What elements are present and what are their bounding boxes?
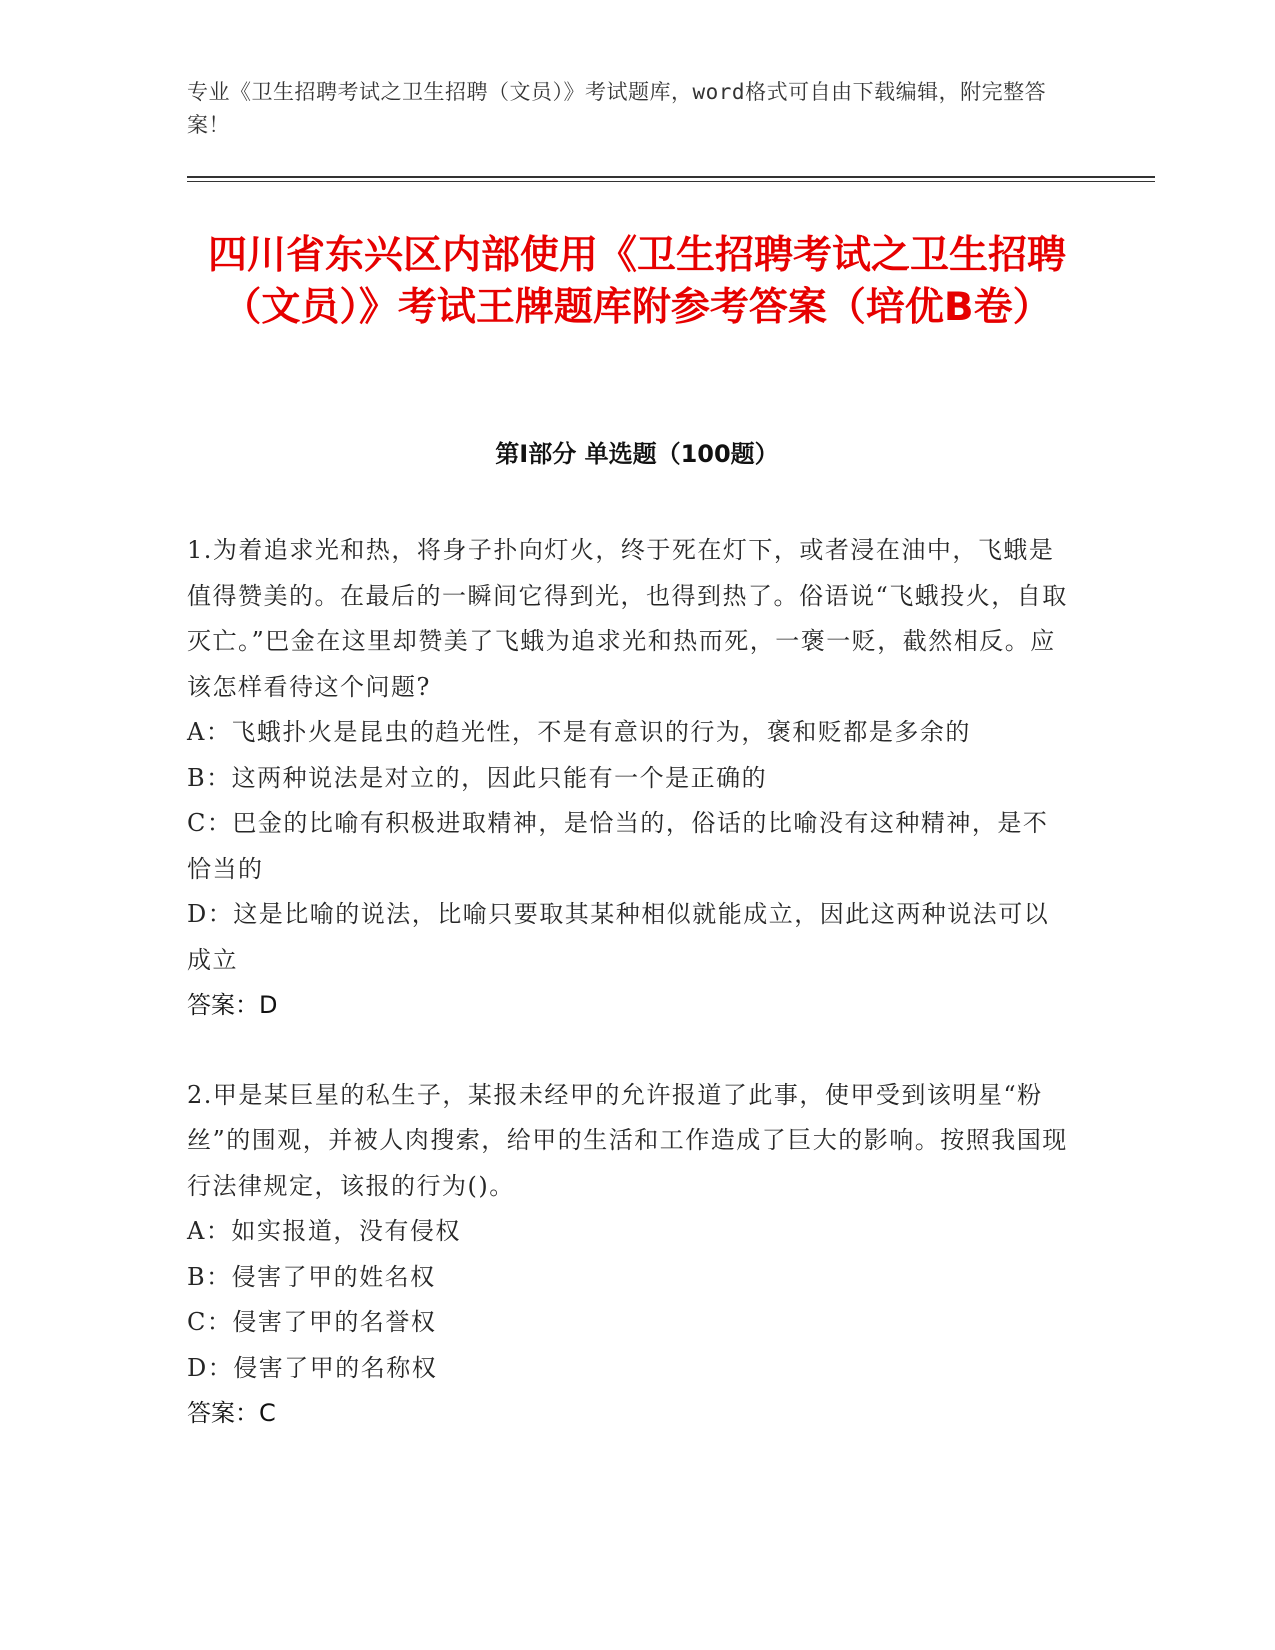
header-divider-thin xyxy=(187,181,1155,182)
answer-line: 答案：C xyxy=(187,1399,276,1427)
option-b: B：侵害了甲的姓名权 xyxy=(187,1262,436,1291)
document-title: 四川省东兴区内部使用《卫生招聘考试之卫生招聘（文员）》考试王牌题库附参考答案（培优B卷） xyxy=(207,233,1066,330)
question-stem: 1.为着追求光和热，将身子扑向灯火，终于死在灯下，或者浸在油中，飞蛾是值得赞美的。在最后的一瞬间它得到光，也得到热了。俗语说“飞蛾投火，自取灭亡。”巴金在这里却赞美了飞蛾为追求光和热而死，一褒一贬，截然相反。应该怎样看待这个问题? xyxy=(187,536,1068,701)
question-item xyxy=(187,1073,1072,1437)
question-item xyxy=(187,528,1072,1029)
option-a: A：如实报道，没有侵权 xyxy=(187,1217,461,1245)
section-heading: 第Ⅰ部分 单选题（100题） xyxy=(495,440,779,468)
option-a: A：飞蛾扑火是昆虫的趋光性，不是有意识的行为，褒和贬都是多余的 xyxy=(187,718,971,746)
option-b: B：这两种说法是对立的，因此只能有一个是正确的 xyxy=(187,763,768,792)
question-stem: 2.甲是某巨星的私生子，某报未经甲的允许报道了此事，使甲受到该明星“粉丝”的围观，并被人肉搜索，给甲的生活和工作造成了巨大的影响。按照我国现行法律规定，该报的行为()。 xyxy=(187,1080,1068,1200)
option-d: D：侵害了甲的名称权 xyxy=(187,1353,438,1382)
answer-line: 答案：D xyxy=(187,991,278,1019)
option-c: C：侵害了甲的名誉权 xyxy=(187,1308,437,1336)
header-divider-thick xyxy=(187,176,1155,178)
question-list xyxy=(187,528,1072,1481)
header-note: 专业《卫生招聘考试之卫生招聘（文员）》考试题库，word格式可自由下载编辑，附完整答案！ xyxy=(187,80,1047,137)
option-c: C：巴金的比喻有积极进取精神，是恰当的，俗话的比喻没有这种精神，是不恰当的 xyxy=(187,809,1049,883)
option-d: D：这是比喻的说法，比喻只要取其某种相似就能成立，因此这两种说法可以成立 xyxy=(187,900,1050,974)
